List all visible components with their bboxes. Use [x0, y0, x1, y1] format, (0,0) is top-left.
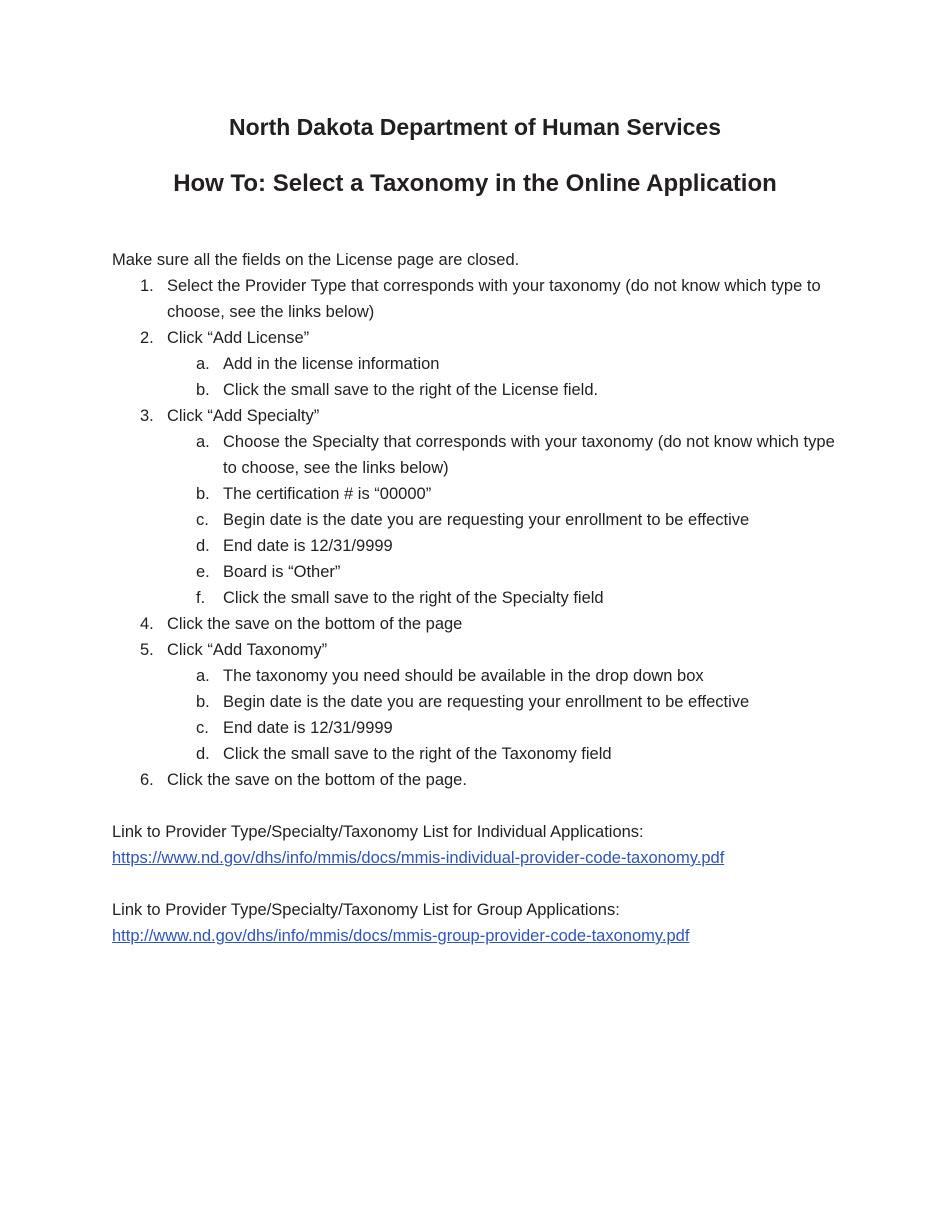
step-text: Click “Add Specialty”	[167, 407, 320, 425]
group-taxonomy-link[interactable]: http://www.nd.gov/dhs/info/mmis/docs/mmis-group-provider-code-taxonomy.pdf	[112, 927, 690, 945]
group-link-block	[112, 897, 852, 949]
step-text: Select the Provider Type that corresponds with your taxonomy (do not know which type to choose, see the links below)	[167, 277, 821, 321]
substep-text: Add in the license information	[223, 355, 440, 373]
individual-taxonomy-link[interactable]: https://www.nd.gov/dhs/info/mmis/docs/mmis-individual-provider-code-taxonomy.pdf	[112, 849, 725, 867]
step-text: Click “Add Taxonomy”	[167, 641, 328, 659]
step-number: 6.	[140, 771, 154, 789]
substep-letter: d.	[196, 745, 210, 763]
substeps-list	[167, 663, 852, 767]
substep-item	[167, 533, 852, 559]
step-number: 5.	[140, 641, 154, 659]
substep-text: End date is 12/31/9999	[223, 537, 393, 555]
substep-text: Choose the Specialty that corresponds with your taxonomy (do not know which type to choose, see the links below)	[223, 433, 835, 477]
substep-text: Begin date is the date you are requesting your enrollment to be effective	[223, 693, 750, 711]
step-text: Click the save on the bottom of the page	[167, 615, 463, 633]
step-item	[112, 767, 852, 793]
individual-link-block	[112, 819, 852, 871]
substep-text: Click the small save to the right of the License field.	[223, 381, 599, 399]
group-link-label: Link to Provider Type/Specialty/Taxonomy List for Group Applications:	[112, 901, 620, 919]
step-number: 2.	[140, 329, 154, 347]
substep-letter: b.	[196, 381, 210, 399]
document-title: North Dakota Department of Human Services	[228, 114, 722, 140]
substep-letter: a.	[196, 667, 210, 685]
step-item	[112, 325, 852, 403]
steps-list	[112, 273, 852, 793]
substep-item	[167, 689, 852, 715]
substep-letter: c.	[196, 719, 209, 737]
step-item	[112, 403, 852, 611]
substep-item	[167, 559, 852, 585]
intro-text: Make sure all the fields on the License page are closed.	[112, 251, 520, 269]
substep-item	[167, 741, 852, 767]
substep-text: The taxonomy you need should be available in the drop down box	[223, 667, 704, 685]
substeps-list	[167, 351, 852, 403]
substep-text: Begin date is the date you are requesting your enrollment to be effective	[223, 511, 750, 529]
step-number: 3.	[140, 407, 154, 425]
substep-item	[167, 377, 852, 403]
substep-letter: a.	[196, 355, 210, 373]
individual-link-label: Link to Provider Type/Specialty/Taxonomy List for Individual Applications:	[112, 823, 644, 841]
step-item	[112, 637, 852, 767]
substep-letter: f.	[196, 589, 206, 607]
substep-item	[167, 429, 852, 481]
substep-text: Click the small save to the right of the Taxonomy field	[223, 745, 612, 763]
step-item	[112, 611, 852, 637]
substep-letter: b.	[196, 693, 210, 711]
document-subtitle: How To: Select a Taxonomy in the Online Application	[173, 170, 777, 197]
substep-item	[167, 507, 852, 533]
step-item	[112, 273, 852, 325]
substep-item	[167, 585, 852, 611]
step-text: Click “Add License”	[167, 329, 310, 347]
substep-text: End date is 12/31/9999	[223, 719, 393, 737]
substep-letter: a.	[196, 433, 210, 451]
step-number: 4.	[140, 615, 154, 633]
document-body	[112, 247, 852, 949]
substep-letter: d.	[196, 537, 210, 555]
substep-letter: b.	[196, 485, 210, 503]
substep-letter: c.	[196, 511, 209, 529]
substep-text: The certification # is “00000”	[223, 485, 432, 503]
substep-letter: e.	[196, 563, 210, 581]
step-number: 1.	[140, 277, 154, 295]
substep-item	[167, 715, 852, 741]
substep-item	[167, 663, 852, 689]
substeps-list	[167, 429, 852, 611]
substep-text: Click the small save to the right of the Specialty field	[223, 589, 604, 607]
step-text: Click the save on the bottom of the page.	[167, 771, 467, 789]
substep-text: Board is “Other”	[223, 563, 341, 581]
substep-item	[167, 481, 852, 507]
substep-item	[167, 351, 852, 377]
